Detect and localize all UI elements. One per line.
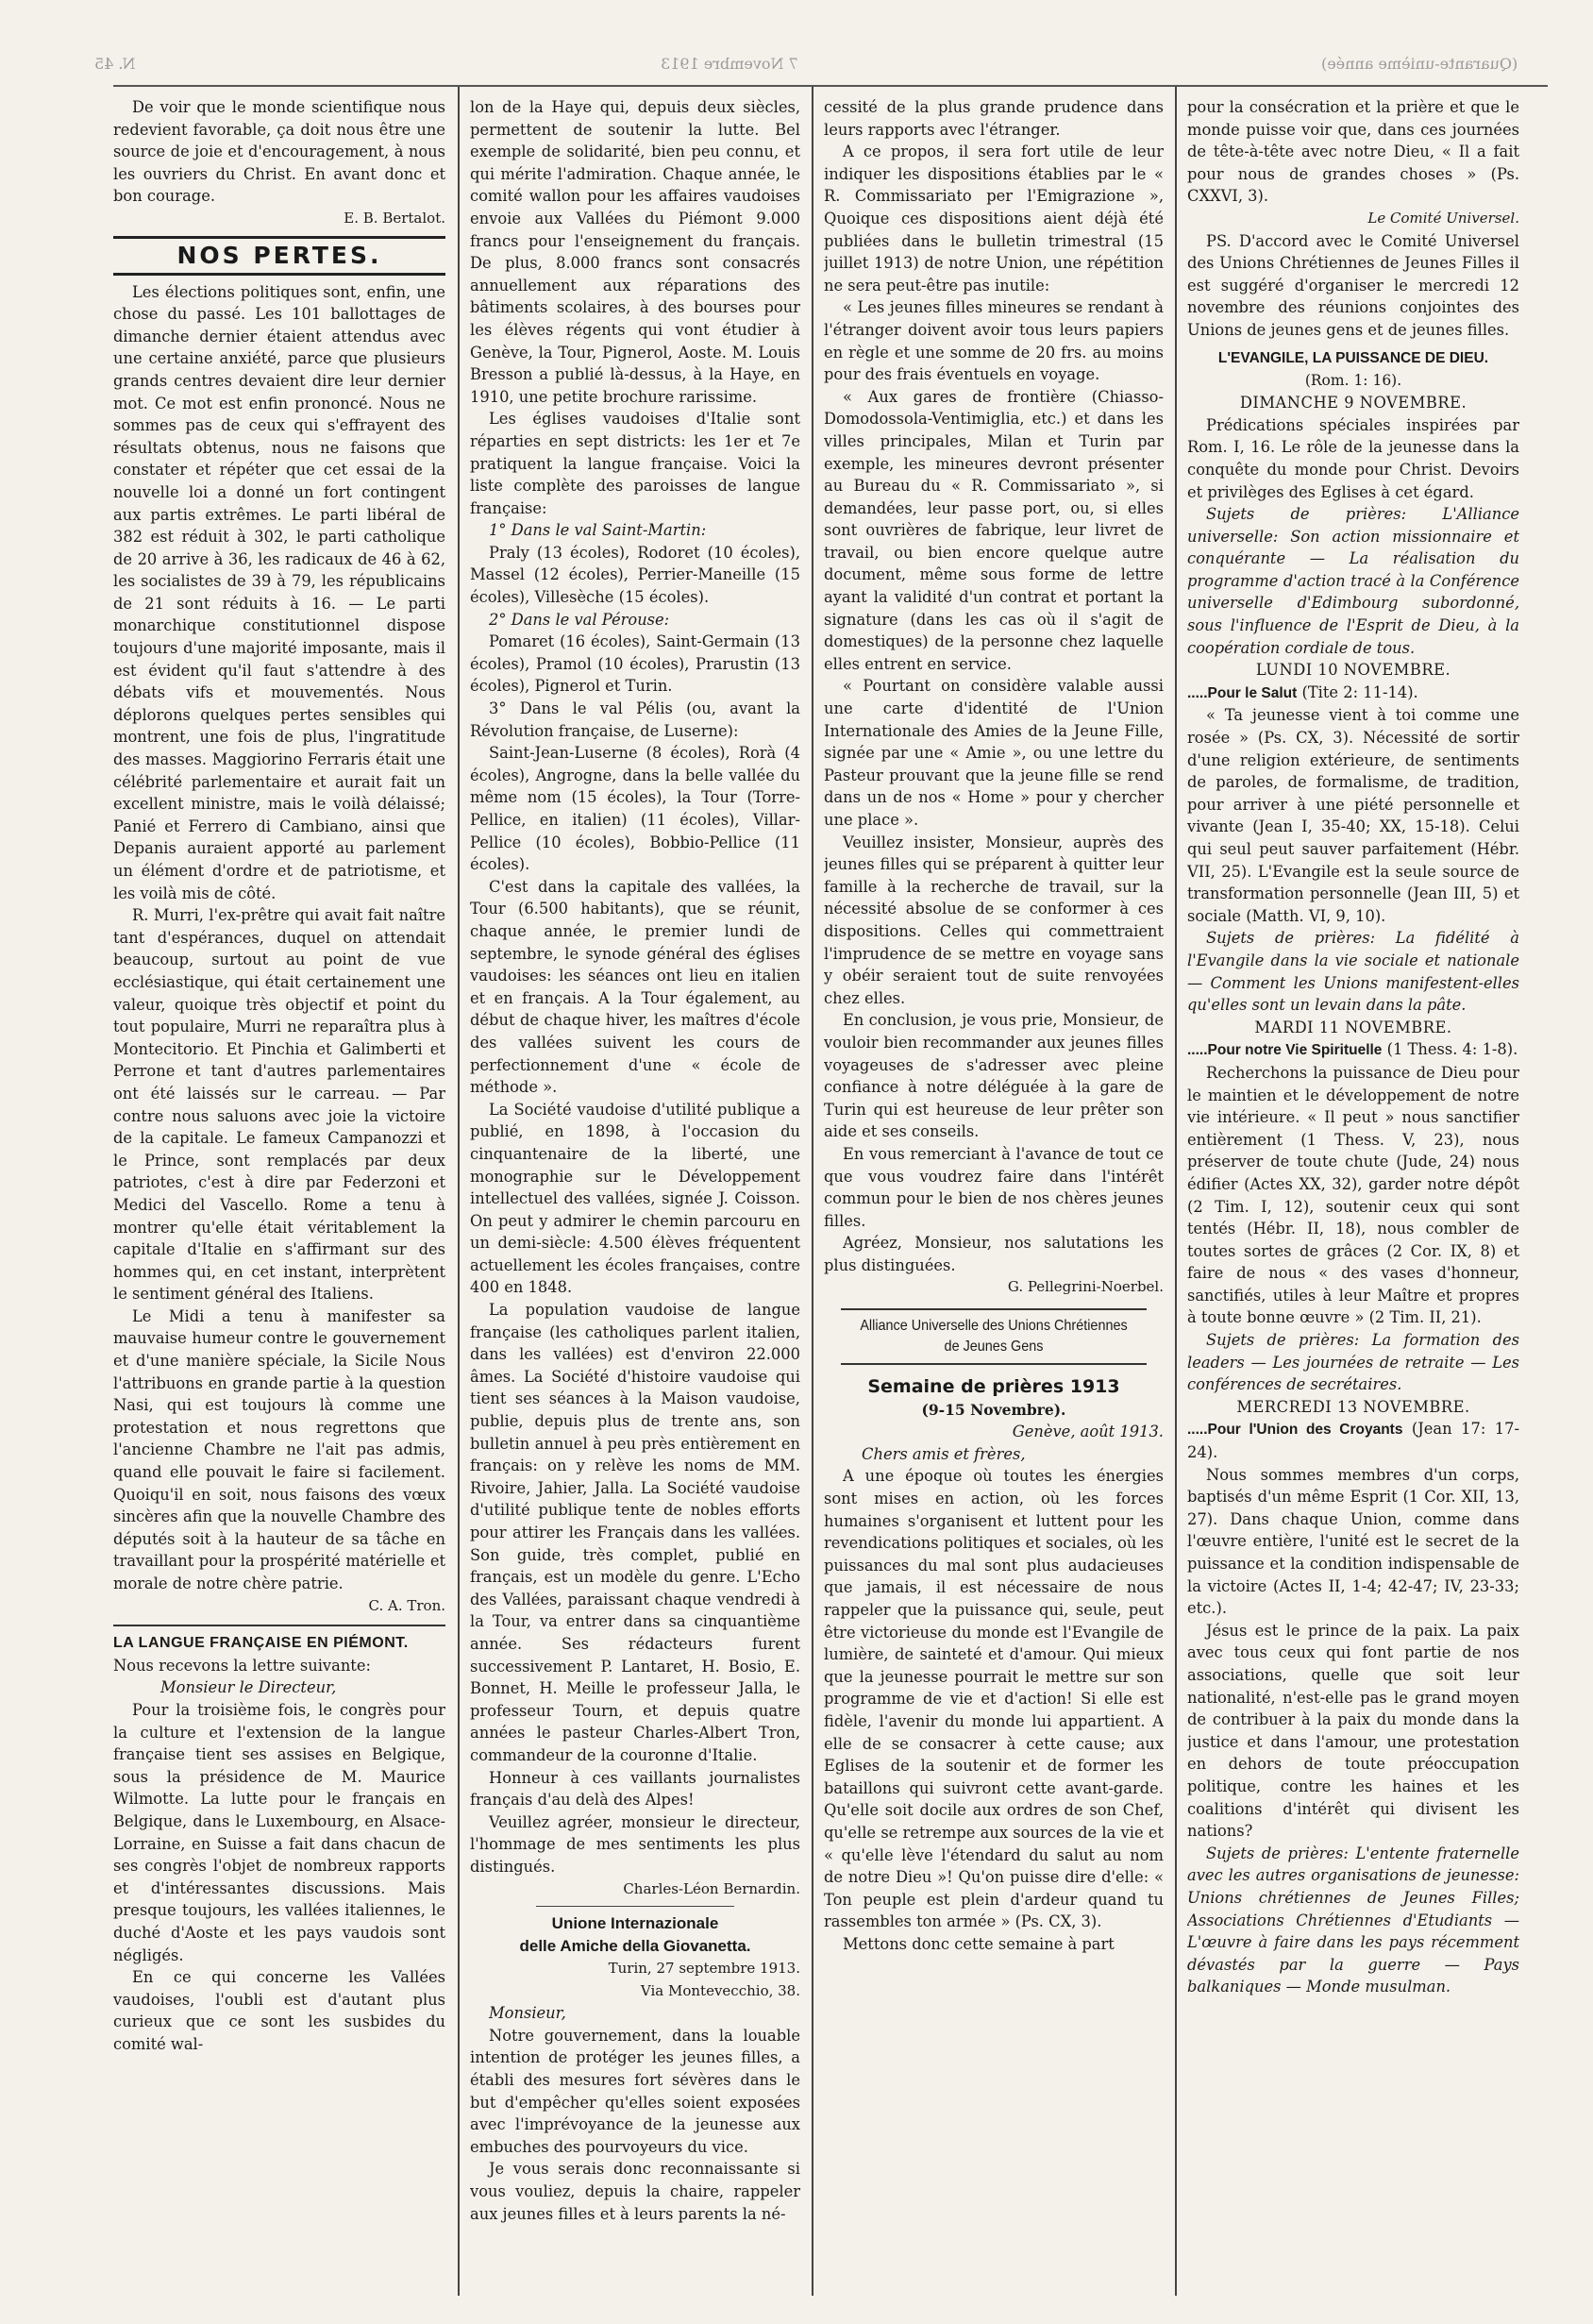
prayer-heading-ref: (Tite 2: 11-14). — [1301, 682, 1418, 701]
prayer-paragraph: Prédications spéciales inspirées par Rom. I, 16. Le rôle de la jeunesse dans la conquête du monde pour Christ. Devoirs et privilèges des Eglises à cet égard. — [1187, 415, 1519, 501]
article-paragraph: Veuillez agréer, monsieur le directeur, l'hommage de mes sentiments les plus distingués. — [470, 1812, 800, 1876]
header-date: 7 Novembre 1913 — [661, 55, 798, 73]
article-paragraph: lon de la Haye qui, depuis deux siècles, permettent de soutenir la lutte. Bel exemple de solidarité, bien peu connu, et qui mérite l'admiration. Chaque année, le comité wallon pour les affaires vaudoises envoie aux Vallées du Piémont 9.000 francs pour l'enseignement du français. De plus, 8.000 francs sont consacrés annuellement aux réparations des bâtiments scolaires, à des bourses pour les élèves régents qui vont étudier à Genève, la Tour, Pignerol, Aoste. M. Louis Bresson a publié là-dessus, à la Haye, en 1910, une petite brochure rarissime. — [470, 98, 800, 406]
prayer-paragraph: Nous sommes membres d'un corps, baptisés d'un même Esprit (1 Cor. XII, 13, 27). Dans chaque Union, comme dans l'œuvre entière, l'unité est le secret de la puissance et la condition indispensable de la victoire (Actes II, 1-4; 42-47; IV, 23-33; etc.). — [1187, 1465, 1519, 1618]
unione-title: Unione Internazionale — [551, 1914, 719, 1933]
letter-place: Genève, août 1913. — [1012, 1423, 1164, 1441]
article-signature: C. A. Tron. — [368, 1596, 445, 1614]
column-4 — [1187, 96, 1519, 2296]
list-paragraph: Pomaret (16 écoles), Saint-Germain (13 écoles), Pramol (10 écoles), Prarustin (13 écoles), Pignerol et Turin. — [470, 632, 800, 696]
article-paragraph: Le Midi a tenu à manifester sa mauvaise humeur contre le gouvernement et d'une manière spéciale, la Sicile Nous l'attribuons en grande partie à la question Nasi, qui est toujours là comme une protestation et nous regrettons que l'ancienne Chambre ne l'ait pas admis, quand elle pouvait le faire si facilement. Quoiqu'il en soit, nous faisons des vœux sincères afin que la nouvelle Chambre des députés soit à la hauteur de sa tâche en travaillant pour la prospérité matérielle et morale de notre chère patrie. — [113, 1306, 445, 1592]
prayer-subjects: Sujets de prières: L'entente fraternelle avec les autres organisations de jeunesse: Unions chrétiennes de Jeunes Filles; Associations Chrétiennes d'Etudiants — L'œuvre à faire dans les pays récemment dévastés par la guerre — Pays balkaniques — Monde musulman. — [1187, 1844, 1519, 1996]
article-paragraph: Nous recevons la lettre suivante: — [113, 1656, 371, 1675]
article-paragraph: A une époque où toutes les énergies sont mises en action, où les forces humaines s'organisent et luttent pour les revendications politiques et sociales, où les puissances du mal sont plus audacieuses que jamais, il est nécessaire de nous rappeler que la puissance qui, seule, peut être victorieuse du monde est l'Evangile de lumière, de sainteté et d'amour. Qui mieux que la jeunesse pourrait le mettre sur son programme de vie et d'action! Si elle est fidèle, l'avenir du monde lui appartient. A elle de se consacrer à cette cause; aux Eglises de la soutenir et de former les bataillons qui suivront cette avant-garde. Qu'elle soit docile aux ordres de son Chef, qu'elle se retrempe aux sources de la vie et « qu'elle lève l'étendard du salut au nom de notre Dieu »! Qu'on puisse dire d'elle: « Ton peuple est plein d'ardeur quand tu rassembles ton armée » (Ps. CX, 3). — [824, 1467, 1164, 1931]
nos-pertes-title: NOS PERTES. — [113, 236, 445, 276]
article-paragraph: « Pourtant on considère valable aussi une carte d'identité de l'Union Internationale des Amies de la Jeune Fille, signée par une « Amie », ou une lettre du Pasteur prouvant que la jeune fille se rend dans un de nos « Home » pour y chercher une place ». — [824, 677, 1164, 829]
column-rule-2 — [812, 87, 813, 2296]
article-paragraph: Mettons donc cette semaine à part — [843, 1934, 1115, 1953]
article-paragraph: C'est dans la capitale des vallées, la Tour (6.500 habitants), que se réunit, chaque année, le premier lundi de septembre, le synode général des églises vaudoises: les séances ont lieu en italien et en français. A la Tour également, au début de chaque hiver, les maîtres d'école des vallées suivent les cours de perfectionnement d'une « école de méthode ». — [470, 877, 800, 1097]
list-paragraph: Praly (13 écoles), Rodoret (10 écoles), Massel (12 écoles), Perrier-Maneille (15 écoles), Villesèche (15 écoles). — [470, 543, 800, 607]
header-volume: (Quarante-unième année) — [1321, 55, 1518, 73]
article-paragraph: En conclusion, je vous prie, Monsieur, de vouloir bien recommander aux jeunes filles voyageuses de s'adresser avec pleine confiance à notre déléguée à la gare de Turin qui est heureuse de leur prêter son aide et ses conseils. — [824, 1011, 1164, 1141]
letter-date: Turin, 27 septembre 1913. — [608, 1960, 800, 1978]
prayer-paragraph: Recherchons la puissance de Dieu pour le maintien et le développement de notre vie intérieure. « Il peut » nous sanctifier entièrement (1 Thess. V, 23), nous préserver de toute chute (Jude, 24) nous édifier (Actes XX, 32), garder notre dépôt (2 Tim. I, 12), soutenir ceux qui sont tentés (Hébr. II, 18), nous combler de toutes sortes de grâces (2 Cor. IX, 8) et faire de nous « des vases d'honneur, sanctifiés, utiles à leur Maître et propres à toute bonne œuvre » (2 Tim. II, 21). — [1187, 1063, 1519, 1327]
article-paragraph: En ce qui concerne les Vallées vaudoises, l'oubli est d'autant plus curieux que ce sont les susbides du comité wal- — [113, 1968, 445, 2053]
prayer-heading-ref: (1 Thess. 4: 1-8). — [1386, 1040, 1518, 1059]
semaine-dates: (9-15 Novembre). — [921, 1400, 1066, 1419]
semaine-title: Semaine de prières 1913 — [867, 1376, 1120, 1398]
evangile-title: L'EVANGILE, LA PUISSANCE DE DIEU. — [1217, 349, 1489, 366]
prayer-paragraph: « Ta jeunesse vient à toi comme une rosée » (Ps. CX, 3). Nécessité de sortir d'une religion extérieure, de sentiments de paroles, de formalisme, de tradition, pour arriver à une piété personnelle et vivante (Jean I, 35-40; XX, 15-18). Celui qui seul peut sauver parfaitement (Hébr. VII, 25). L'Evangile est la seule source de transformation personnelle (Jean III, 5) et sociale (Matth. VI, 9, 10). — [1187, 706, 1519, 925]
intro-signature: E. B. Bertalot. — [344, 209, 445, 227]
alliance-box — [841, 1308, 1147, 1365]
article-paragraph: « Aux gares de frontière (Chiasso-Domodossola-Ventimiglia, etc.) et dans les villes principales, Milan et Turin par exemple, les mineures devront présenter au Bureau du « R. Commissariato », si demandées, leur passe port, ou, si elles sont ouvrières de fabrique, leur livret de travail, ou bien encore quelque autre document, même sous forme de lettre ayant la validité d'un contrat et portant la signature (dans les cas où il s'agit de domestiques) de la personne chez laquelle elles entrent en service. — [824, 387, 1164, 673]
article-paragraph: PS. D'accord avec le Comité Universel des Unions Chrétiennes de Jeunes Filles il est suggéré d'organiser le mercredi 12 novembre des réunions conjointes des Unions de jeunes gens et de jeunes filles. — [1187, 231, 1519, 339]
prayer-heading-ref: (Jean 17: 17-24). — [1187, 1420, 1519, 1462]
alliance-title: Alliance Universelle des Unions Chrétiennes — [860, 1318, 1128, 1335]
letter-salutation: Monsieur le Directeur, — [160, 1678, 337, 1697]
article-paragraph: R. Murri, l'ex-prêtre qui avait fait naître tant d'espérances, duquel on attendait beaucoup, surtout au point de vue ecclésiastique, qui était certainement une valeur, quoique très objectif et point du tout populaire, Murri ne reparaîtra plus à Montecitorio. Et Pinchia et Galimberti et Perrone et tant d'autres parlementaires ont été laissés sur le carreau. — Par contre nous saluons avec joie la victoire de la capitale. Le fameux Campanozzi et le Prince, sont remplacés par deux patriotes, c'est à dire par Federzoni et Medici del Vascello. Rome a tenu à montrer qu'elle était véritablement la capitale d'Italie en s'affirmant sur des hommes qui, en cet instant, interprètent le sentiment général des Italiens. — [113, 906, 445, 1304]
article-paragraph: A ce propos, il sera fort utile de leur indiquer les dispositions établies par le « R. Commissariato per l'Emigrazione », Quoique ces dispositions aient déjà été publiées dans le bulletin trimestral (15 juillet 1913) de notre Union, une répétition ne sera peut-être pas inutile: — [824, 143, 1164, 295]
day-heading: MERCREDI 13 NOVEMBRE. — [1236, 1397, 1470, 1416]
article-paragraph: pour la consécration et la prière et que le monde puisse voir que, dans ces journées de tête-à-tête avec notre Dieu, « Il a fait pour nous de grandes choses » (Ps. CXXVI, 3). — [1187, 98, 1519, 206]
column-3 — [824, 96, 1164, 2296]
article-signature: Charles-Léon Bernardin. — [623, 1879, 800, 1897]
article-paragraph: Je vous serais donc reconnaissante si vous vouliez, depuis la chaire, rappeler aux jeunes filles et à leurs parents la né- — [470, 2160, 800, 2223]
column-rule-3 — [1175, 87, 1177, 2296]
page-header — [94, 55, 1567, 83]
prayer-heading — [1187, 1418, 1519, 1463]
alliance-subtitle: de Jeunes Gens — [944, 1339, 1044, 1356]
intro-paragraph: De voir que le monde scientifique nous redevient favorable, ça doit nous être une source de joie et d'encouragement, à nous les ouvriers du Christ. En avant donc et bon courage. — [113, 98, 445, 206]
prayer-heading-label: .....Pour notre Vie Spirituelle — [1187, 1042, 1383, 1059]
article-paragraph: Honneur à ces vaillants journalistes français d'au delà des Alpes! — [470, 1768, 800, 1810]
list-heading: 1° Dans le val Saint-Martin: — [489, 521, 707, 540]
article-paragraph: « Les jeunes filles mineures se rendant à l'étranger doivent avoir tous leurs papiers en règle et une somme de 20 frs. au moins pour des frais éventuels en voyage. — [824, 298, 1164, 384]
prayer-heading — [1187, 1038, 1519, 1062]
day-heading: LUNDI 10 NOVEMBRE. — [1255, 661, 1451, 680]
prayer-heading-label: .....Pour le Salut — [1187, 684, 1298, 701]
day-heading: MARDI 11 NOVEMBRE. — [1254, 1018, 1452, 1036]
langue-francaise-title: LA LANGUE FRANÇAISE EN PIÉMONT. — [113, 1625, 445, 1655]
article-paragraph: Les églises vaudoises d'Italie sont réparties en sept districts: les 1er et 7e pratiquent la langue française. Voici la liste complète des paroisses de langue française: — [470, 410, 800, 517]
section-divider — [536, 1906, 734, 1907]
header-right-label: N. 45 — [94, 55, 136, 73]
article-paragraph: La population vaudoise de langue française (les catholiques parlent italien, dans les vallées) est d'environ 22.000 âmes. La Société d'histoire vaudoise qui tient ses séances à la Maison vaudoise, publie, depuis plus de trente ans, son bulletin annuel à peu près entièrement en français: on y relève les noms de MM. Rivoire, Jahier, Jalla. La Société vaudoise d'utilité publique tente de nobles efforts pour attirer les Français dans les vallées. Son guide, très complet, publié en français, est un modèle du genre. L'Echo des Vallées, paraissant chaque vendredi à la Tour, va entrer dans sa cinquantième année. Ses rédacteurs furent successivement P. Lantaret, H. Bosio, E. Bonnet, H. Meille le professeur Jalla, le professeur Tourn, et depuis quatre années le pasteur Charles-Albert Tron, commandeur de la couronne d'Italie. — [470, 1301, 800, 1764]
article-paragraph: Notre gouvernement, dans la louable intention de protéger les jeunes filles, a établi des mesures fort sévères dans le but d'empêcher qu'elles soient exposées avec l'imprévoyance de la jeunesse aux embuches des pourvoyeurs du vice. — [470, 2026, 800, 2156]
column-rule-1 — [458, 87, 460, 2296]
list-heading: 2° Dans le val Pérouse: — [489, 610, 670, 629]
article-signature: Le Comité Universel. — [1367, 209, 1519, 227]
letter-address: Via Montevecchio, 38. — [640, 1981, 800, 1999]
letter-salutation: Chers amis et frères, — [862, 1444, 1026, 1463]
article-paragraph: cessité de la plus grande prudence dans leurs rapports avec l'étranger. — [824, 98, 1164, 139]
article-signature: G. Pellegrini-Noerbel. — [1007, 1278, 1164, 1296]
article-paragraph: En vous remerciant à l'avance de tout ce que vous voudrez faire dans l'intérêt commun pour le bien de nos chères jeunes filles. — [824, 1144, 1164, 1230]
list-paragraph: Saint-Jean-Luserne (8 écoles), Rorà (4 écoles), Angrogne, dans la belle vallée du même nom (15 écoles), la Tour (Torre-Pellice, en italien) (11 écoles), Villar-Pellice (10 écoles), Bobbio-Pellice (11 écoles). — [470, 744, 800, 874]
article-paragraph: Agréez, Monsieur, nos salutations les plus distinguées. — [824, 1234, 1164, 1274]
prayer-subjects: Sujets de prières: L'Alliance universelle: Son action missionnaire et conquérante — La réalisation du programme d'action tracé à la Conférence universelle d'Edimbourg subordonné, sous l'influence de l'Esprit de Dieu, à la coopération cordiale de tous. — [1187, 505, 1519, 657]
article-paragraph: Les élections politiques sont, enfin, une chose du passé. Les 101 ballottages de dimanche dernier étaient attendus avec une certaine anxiété, parce que plusieurs grands centres devaient dire leur dernier mot. Ce mot est enfin prononcé. Nous ne sommes pas de ceux qui s'effrayent des résultats obtenus, nous ne faisons que constater et répéter que cet essai de la nouvelle loi a donné un fort contingent aux partis extrêmes. Le parti libéral de 382 est réduit à 302, le parti catholique de 20 arrive à 36, les radicaux de 46 à 62, les socialistes de 39 à 79, les républicains de 21 sont réduits à 16. — Le parti monarchique constitutionnel dispose toujours d'une majorité imposante, mais il est évident qu'il faut s'attendre à des débats vifs et mouvementés. Nous déplorons quelques pertes sensibles qui montrent, une fois de plus, l'ingratitude des masses. Maggiorino Ferraris était une célébrité parlementaire et aurait fait un excellent ministre, mais le voilà délaissé; Panié et Ferrero di Cambiano, ainsi que Depanis auraient apporté au parlement un élément d'ordre et de patriotisme, et les voilà mis de côté. — [113, 282, 445, 902]
article-paragraph: Pour la troisième fois, le congrès pour la culture et l'extension de la langue française tient ses assises en Belgique, sous la présidence de M. Maurice Wilmotte. La lutte pour le français en Belgique, dans le Luxembourg, en Alsace-Lorraine, en Suisse a fait dans chacun de ses congrès l'objet de nombreux rapports et d'intéressantes discussions. Mais presque toujours, les vallées italiennes, le duché d'Aoste et les pays vaudois sont négligés. — [113, 1700, 445, 1964]
unione-subtitle: delle Amiche della Giovanetta. — [519, 1937, 751, 1956]
column-2 — [470, 96, 800, 2296]
list-heading: 3° Dans le val Pélis (ou, avant la Révolution française, de Luserne): — [470, 699, 800, 740]
prayer-subjects: Sujets de prières: La fidélité à l'Evangile dans la vie sociale et nationale — Comment les Unions manifestent-elles qu'elles sont un levain dans la pâte. — [1187, 929, 1519, 1015]
header-rule — [113, 85, 1548, 87]
evangile-ref: (Rom. 1: 16). — [1304, 371, 1402, 389]
prayer-subjects: Sujets de prières: La formation des leaders — Les journées de retraite — Les conférences de secrétaires. — [1187, 1331, 1519, 1394]
prayer-paragraph: Jésus est le prince de la paix. La paix avec tous ceux qui font partie de nos associations, quelle que soit leur nationalité, n'est-elle pas le grand moyen de contribuer à la paix du monde dans la justice et dans l'amour, une protestation en dehors de toute préoccupation politique, contre les haines et les coalitions d'intérêt qui divisent les nations? — [1187, 1621, 1519, 1841]
column-1 — [113, 96, 445, 2296]
prayer-heading — [1187, 682, 1519, 705]
article-paragraph: Veuillez insister, Monsieur, auprès des jeunes filles qui se préparent à quitter leur famille à la recherche de travail, sur la nécessité absolue de se conformer à ces dispositions. Celles qui commettraient l'imprudence de se mettre en voyage sans y obéir seraient tout de suite renvoyées chez elles. — [824, 833, 1164, 1007]
prayer-heading-label: .....Pour l'Union des Croyants — [1187, 1422, 1403, 1439]
day-heading: DIMANCHE 9 NOVEMBRE. — [1239, 394, 1467, 413]
letter-salutation: Monsieur, — [489, 2004, 566, 2023]
article-paragraph: La Société vaudoise d'utilité publique a publié, en 1898, à l'occasion du cinquantenaire de la liberté, une monographie sur le Développement intellectuel des vallées, signée J. Coisson. On peut y admirer le chemin parcouru en un demi-siècle: 4.500 élèves fréquentent actuellement les écoles françaises, contre 400 en 1848. — [470, 1100, 800, 1297]
